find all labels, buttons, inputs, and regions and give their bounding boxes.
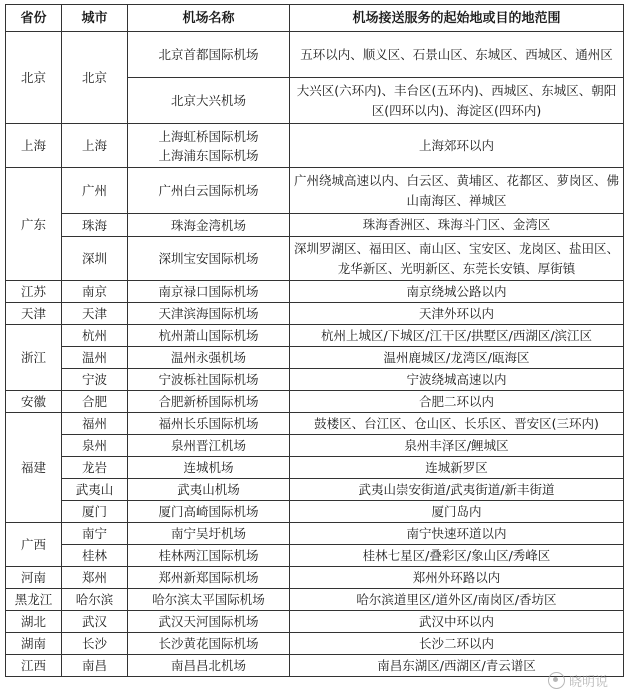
airport-cell: 武汉天河国际机场 <box>128 611 290 633</box>
city-cell: 郑州 <box>62 567 128 589</box>
range-cell: 杭州上城区/下城区/江干区/拱墅区/西湖区/滨江区 <box>290 325 624 347</box>
airport-cell: 泉州晋江机场 <box>128 435 290 457</box>
table-row <box>6 435 624 457</box>
watermark-text: 晓明说 <box>568 675 608 690</box>
range-cell: 武汉中环以内 <box>290 611 624 633</box>
airport-cell: 南昌昌北机场 <box>128 655 290 677</box>
airport-cell: 深圳宝安国际机场 <box>128 237 290 281</box>
province-cell: 上海 <box>6 124 62 168</box>
range-cell: 广州绕城高速以内、白云区、黄埔区、花都区、萝岗区、佛山南海区、禅城区 <box>290 168 624 214</box>
range-cell: 连城新罗区 <box>290 457 624 479</box>
airport-cell <box>128 124 290 168</box>
table-row <box>6 32 624 78</box>
airport-name-line: 上海虹桥国际机场 <box>158 128 259 144</box>
airport-cell: 宁波栎社国际机场 <box>128 369 290 391</box>
table-row <box>6 391 624 413</box>
table-row <box>6 168 624 214</box>
city-cell: 北京 <box>62 32 128 124</box>
header-airport: 机场名称 <box>128 5 290 32</box>
city-cell: 广州 <box>62 168 128 214</box>
header-city: 城市 <box>62 5 128 32</box>
range-cell: 厦门岛内 <box>290 501 624 523</box>
city-cell: 南宁 <box>62 523 128 545</box>
city-cell: 珠海 <box>62 214 128 237</box>
table-row <box>6 655 624 677</box>
table-row <box>6 347 624 369</box>
table-row <box>6 413 624 435</box>
table-row <box>6 501 624 523</box>
airport-cell: 福州长乐国际机场 <box>128 413 290 435</box>
province-cell: 北京 <box>6 32 62 124</box>
range-cell: 南京绕城公路以内 <box>290 281 624 303</box>
province-cell: 江苏 <box>6 281 62 303</box>
province-cell: 福建 <box>6 413 62 523</box>
city-cell: 厦门 <box>62 501 128 523</box>
city-cell: 杭州 <box>62 325 128 347</box>
airport-cell: 合肥新桥国际机场 <box>128 391 290 413</box>
airport-cell: 厦门高崎国际机场 <box>128 501 290 523</box>
table-row <box>6 523 624 545</box>
table-row <box>6 303 624 325</box>
table-row <box>6 457 624 479</box>
city-cell: 天津 <box>62 303 128 325</box>
range-cell: 武夷山崇安街道/武夷街道/新丰街道 <box>290 479 624 501</box>
table-row <box>6 124 624 168</box>
province-cell: 广东 <box>6 168 62 281</box>
table-row <box>6 633 624 655</box>
range-cell: 泉州丰泽区/鲤城区 <box>290 435 624 457</box>
airport-cell: 北京首都国际机场 <box>128 32 290 78</box>
range-cell: 合肥二环以内 <box>290 391 624 413</box>
city-cell: 南京 <box>62 281 128 303</box>
airport-cell: 连城机场 <box>128 457 290 479</box>
airport-cell: 武夷山机场 <box>128 479 290 501</box>
province-cell: 安徽 <box>6 391 62 413</box>
header-row <box>6 5 624 32</box>
city-cell: 合肥 <box>62 391 128 413</box>
airport-cell: 天津滨海国际机场 <box>128 303 290 325</box>
range-cell: 长沙二环以内 <box>290 633 624 655</box>
range-cell: 南昌东湖区/西湖区/青云谱区 <box>290 655 624 677</box>
header-range: 机场接送服务的起始地或目的地范围 <box>290 5 624 32</box>
city-cell: 桂林 <box>62 545 128 567</box>
airport-cell: 杭州萧山国际机场 <box>128 325 290 347</box>
range-cell: 南宁快速环道以内 <box>290 523 624 545</box>
chat-bubble-icon <box>548 672 565 689</box>
airport-cell: 广州白云国际机场 <box>128 168 290 214</box>
table-row <box>6 237 624 281</box>
city-cell: 温州 <box>62 347 128 369</box>
range-cell: 五环以内、顺义区、石景山区、东城区、西城区、通州区 <box>290 32 624 78</box>
province-cell: 天津 <box>6 303 62 325</box>
airport-service-table <box>5 4 624 677</box>
city-cell: 上海 <box>62 124 128 168</box>
airport-cell: 珠海金湾机场 <box>128 214 290 237</box>
table-row <box>6 611 624 633</box>
airport-cell: 哈尔滨太平国际机场 <box>128 589 290 611</box>
range-cell: 桂林七星区/叠彩区/象山区/秀峰区 <box>290 545 624 567</box>
city-cell: 南昌 <box>62 655 128 677</box>
city-cell: 福州 <box>62 413 128 435</box>
table-row <box>6 325 624 347</box>
city-cell: 龙岩 <box>62 457 128 479</box>
city-cell: 武汉 <box>62 611 128 633</box>
airport-cell: 温州永强机场 <box>128 347 290 369</box>
city-cell: 哈尔滨 <box>62 589 128 611</box>
airport-cell: 长沙黄花国际机场 <box>128 633 290 655</box>
airport-cell: 桂林两江国际机场 <box>128 545 290 567</box>
range-cell: 天津外环以内 <box>290 303 624 325</box>
province-cell: 江西 <box>6 655 62 677</box>
table-row <box>6 214 624 237</box>
range-cell: 鼓楼区、台江区、仓山区、长乐区、晋安区(三环内) <box>290 413 624 435</box>
province-cell: 湖北 <box>6 611 62 633</box>
province-cell: 广西 <box>6 523 62 567</box>
city-cell: 长沙 <box>62 633 128 655</box>
city-cell: 宁波 <box>62 369 128 391</box>
city-cell: 深圳 <box>62 237 128 281</box>
table-row <box>6 545 624 567</box>
table-row <box>6 281 624 303</box>
airport-cell: 北京大兴机场 <box>128 78 290 124</box>
range-cell: 大兴区(六环内)、丰台区(五环内)、西城区、东城区、朝阳区(四环以内)、海淀区(四环内) <box>290 78 624 124</box>
range-cell: 哈尔滨道里区/道外区/南岗区/香坊区 <box>290 589 624 611</box>
range-cell: 温州鹿城区/龙湾区/瓯海区 <box>290 347 624 369</box>
table-row <box>6 479 624 501</box>
airport-name-line: 上海浦东国际机场 <box>158 147 259 163</box>
airport-cell: 郑州新郑国际机场 <box>128 567 290 589</box>
range-cell: 深圳罗湖区、福田区、南山区、宝安区、龙岗区、盐田区、龙华新区、光明新区、东莞长安镇、厚街镇 <box>290 237 624 281</box>
city-cell: 武夷山 <box>62 479 128 501</box>
range-cell: 珠海香洲区、珠海斗门区、金湾区 <box>290 214 624 237</box>
watermark <box>548 671 608 690</box>
airport-cell: 南京禄口国际机场 <box>128 281 290 303</box>
range-cell: 宁波绕城高速以内 <box>290 369 624 391</box>
table-row <box>6 589 624 611</box>
province-cell: 黑龙江 <box>6 589 62 611</box>
table-row <box>6 369 624 391</box>
range-cell: 上海郊环以内 <box>290 124 624 168</box>
range-cell: 郑州外环路以内 <box>290 567 624 589</box>
table-row <box>6 567 624 589</box>
province-cell: 河南 <box>6 567 62 589</box>
header-province: 省份 <box>6 5 62 32</box>
city-cell: 泉州 <box>62 435 128 457</box>
province-cell: 浙江 <box>6 325 62 391</box>
airport-cell: 南宁吴圩机场 <box>128 523 290 545</box>
province-cell: 湖南 <box>6 633 62 655</box>
